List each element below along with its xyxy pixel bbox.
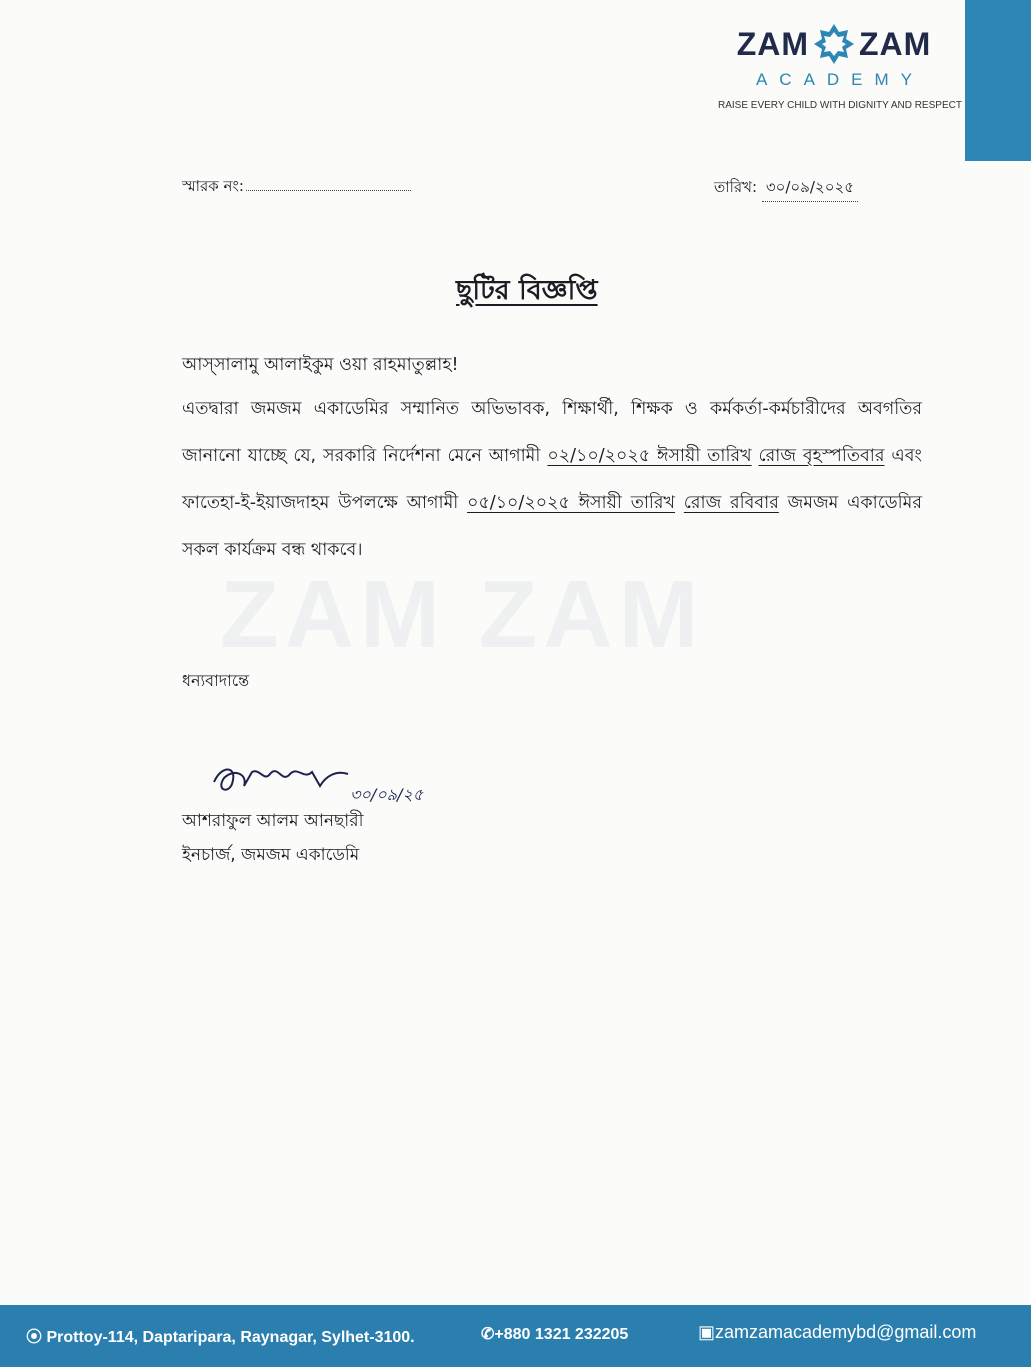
corner-accent-bar [965,0,1031,161]
address-text: Prottoy-114, Daptaripara, Raynagar, Sylhet-3100. [46,1329,415,1346]
academy-logo [718,22,962,111]
date-1: ০২/১০/২০২৫ ঈসায়ী তারিখ [547,446,752,466]
logo-word-left: ZAM [736,25,809,62]
footer-email [698,1322,976,1343]
mail-icon: ▣ [698,1322,716,1342]
notice-title: ছুটির বিজ্ঞপ্তি [456,275,598,306]
date-value: ৩০/০৯/২০২৫ [762,176,858,202]
day-2: রোজ রবিবার [683,493,779,513]
day-1: রোজ বৃহস্পতিবার [758,446,885,466]
phone-icon: ✆ [481,1326,495,1343]
notice-body [182,386,922,574]
signer-name: আশরাফুল আলম আনছারী [182,811,364,831]
logo-tagline: RAISE EVERY CHILD WITH DIGNITY AND RESPECT [718,100,962,111]
reference-number [182,174,411,200]
footer-phone [481,1324,628,1344]
ref-blank-line [246,174,411,191]
ref-label: স্মারক নং: [182,177,244,195]
footer-bar [0,1305,1031,1367]
signature-date: ৩০/০৯/২৫ [350,785,424,804]
body-part-1: এতদ্বারা জমজম একাডেমির সম্মানিত অভিভাবক, শিক্ষার্থী, শিক্ষক ও কর্মকর্তা-কর্মচারীদের অবগতির জানানো যাচ্ছে যে, সরকারি নির্দেশনা মেনে আগামী [182,399,922,466]
body-part-3: জমজম একাডেমির সকল কার্যক্রম বন্ধ থাকবে। [182,493,922,560]
date-2: ০৫/১০/২০২৫ ঈসায়ী তারিখ [467,493,676,513]
phone-text: +880 1321 232205 [494,1326,629,1343]
footer-address [26,1324,415,1347]
signature-scribble [208,760,358,800]
email-text: zamzamacademybd@gmail.com [715,1322,977,1342]
greeting: আস্‌সালামু আলাইকুম ওয়া রাহমাতুল্লাহ! [182,355,459,375]
closing-thanks: ধন্যবাদান্তে [182,671,250,690]
logo-subtitle: ACADEMY [755,70,925,89]
signer-role: ইনচার্জ, জমজম একাডেমি [182,845,360,865]
location-pin-icon: ⦿ [26,1329,43,1346]
watermark: ZAM ZAM [220,561,705,668]
star-emblem-icon [812,22,856,66]
date-label: তারিখ: [714,178,758,196]
logo-word-right: ZAM [859,25,932,62]
body-part-2: এবং ফাতেহা-ই-ইয়াজদাহম উপলক্ষে আগামী [182,446,922,513]
date-field [714,176,858,202]
